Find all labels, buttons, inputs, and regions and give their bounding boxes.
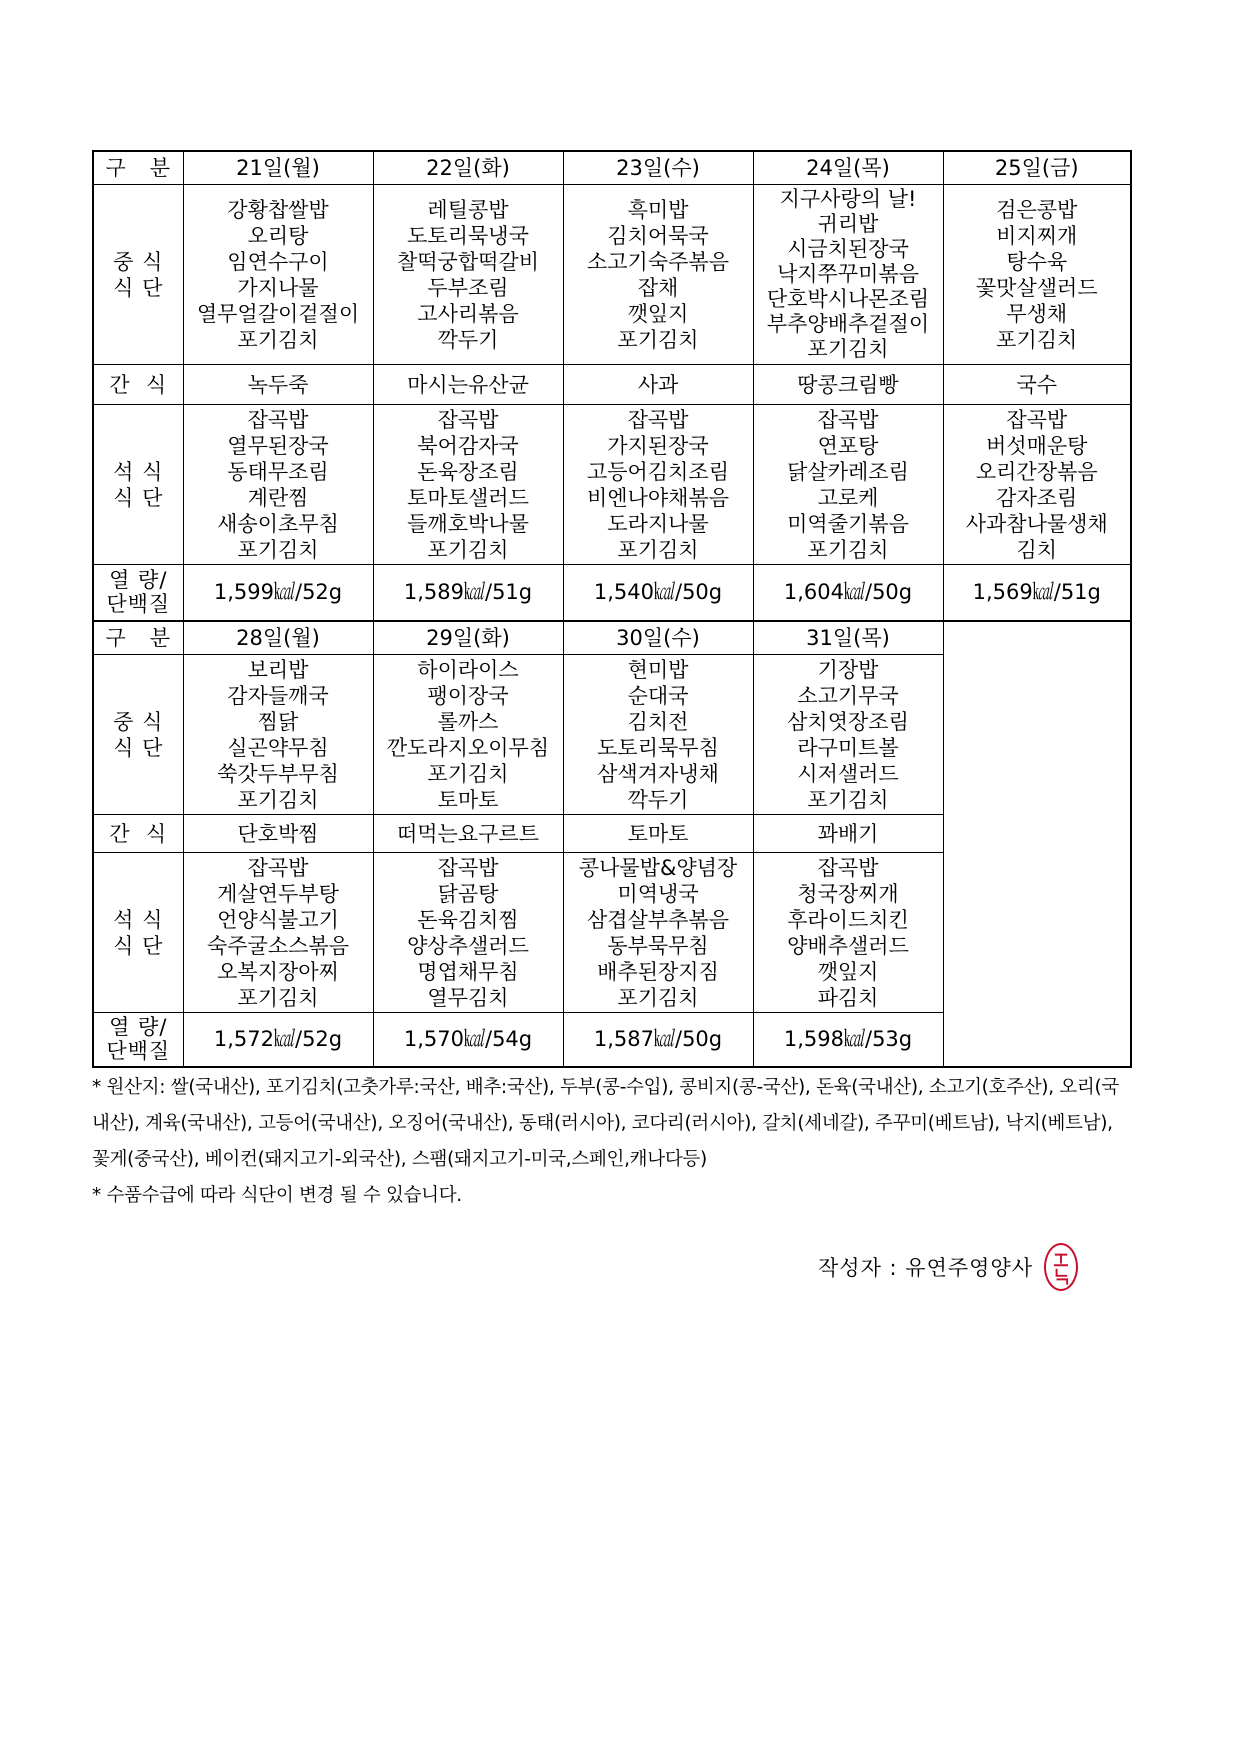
week2-empty-cell (943, 621, 1131, 1067)
week2-lunch-label: 중 식 식 단 (93, 655, 183, 815)
week1-calorie-label: 열 량/ 단백질 (93, 565, 183, 621)
week2-lunch-2: 하이라이스 팽이장국 롤까스 깐도라지오이무침 포기김치 토마토 (373, 655, 563, 815)
week1-calorie-1: 1,599㎉/52g (183, 565, 373, 621)
week2-lunch-1: 보리밥 감자들깨국 찜닭 실곤약무침 쑥갓두부무침 포기김치 (183, 655, 373, 815)
week1-snack-5: 국수 (943, 365, 1131, 405)
week1-day-2: 22일(화) (373, 151, 563, 185)
week1-dinner-3: 잡곡밥 가지된장국 고등어김치조림 비엔나야채볶음 도라지나물 포기김치 (563, 405, 753, 565)
week1-lunch-row (93, 185, 1131, 365)
week2-snack-2: 떠먹는요구르트 (373, 815, 563, 853)
week2-snack-4: 꽈배기 (753, 815, 943, 853)
week2-header-row (93, 621, 1131, 655)
week2-day-4: 31일(목) (753, 621, 943, 655)
week1-dinner-row (93, 405, 1131, 565)
week2-snack-1: 단호박찜 (183, 815, 373, 853)
week1-dinner-label: 석 식 식 단 (93, 405, 183, 565)
week2-menu-table (92, 620, 1132, 1068)
week2-snack-label: 간 식 (93, 815, 183, 853)
change-note: * 수품수급에 따라 식단이 변경 될 수 있습니다. (92, 1185, 462, 1206)
week1-menu-table (92, 150, 1132, 622)
week2-header-label: 구 분 (93, 621, 183, 655)
week1-lunch-2: 레틸콩밥 도토리묵냉국 찰떡궁합떡갈비 두부조림 고사리볶음 깍두기 (373, 185, 563, 365)
week1-lunch-1: 강황찹쌀밥 오리탕 임연수구이 가지나물 열무얼갈이겉절이 포기김치 (183, 185, 373, 365)
week1-calorie-5: 1,569㎉/51g (943, 565, 1131, 621)
seal-svg-icon (1046, 1245, 1076, 1289)
author-signature: 작성자 : 유연주영양사 (818, 1256, 1033, 1280)
origin-note: * 원산지: 쌀(국내산), 포기김치(고춧가루:국산, 배추:국산), 두부(콩-수입), 콩비지(콩-국산), 돈육(국내산), 소고기(호주산), 오리(국내산), 계육(국내산), 고등어(국내산), 오징어(국내산), 동태(러시아), 코다리(러시아), 갈치(세네갈), 주꾸미(베트남), 낙지(베트남), 꽃게(중국산), 베이컨(돼지고기-외국산), 스팸(돼지고기-미국,스페인,캐나다등) (92, 1077, 1119, 1170)
week1-header-label: 구 분 (93, 151, 183, 185)
week1-lunch-4: 지구사랑의 날! 귀리밥 시금치된장국 낙지쭈꾸미볶음 단호박시나몬조림 부추양배추겉절이 포기김치 (753, 185, 943, 365)
week2-calorie-3: 1,587㎉/50g (563, 1013, 753, 1067)
week2-calorie-4: 1,598㎉/53g (753, 1013, 943, 1067)
week2-day-2: 29일(화) (373, 621, 563, 655)
week2-dinner-2: 잡곡밥 닭곰탕 돈육김치찜 양상추샐러드 명엽채무침 열무김치 (373, 853, 563, 1013)
week1-lunch-5: 검은콩밥 비지찌개 탕수육 꽃맛살샐러드 무생채 포기김치 (943, 185, 1131, 365)
week1-dinner-2: 잡곡밥 북어감자국 돈육장조림 토마토샐러드 들깨호박나물 포기김치 (373, 405, 563, 565)
seal-stamp-icon (1044, 1243, 1078, 1291)
week1-header-row (93, 151, 1131, 185)
week2-day-1: 28일(월) (183, 621, 373, 655)
week1-snack-label: 간 식 (93, 365, 183, 405)
week1-dinner-1: 잡곡밥 열무된장국 동태무조림 계란찜 새송이초무침 포기김치 (183, 405, 373, 565)
week2-lunch-4: 기장밥 소고기무국 삼치엿장조림 라구미트볼 시저샐러드 포기김치 (753, 655, 943, 815)
week1-lunch-label: 중 식 식 단 (93, 185, 183, 365)
week1-snack-1: 녹두죽 (183, 365, 373, 405)
week2-calorie-2: 1,570㎉/54g (373, 1013, 563, 1067)
week1-calorie-2: 1,589㎉/51g (373, 565, 563, 621)
week1-day-4: 24일(목) (753, 151, 943, 185)
week2-dinner-3: 콩나물밥&양념장 미역냉국 삼겹살부추볶음 동부묵무침 배추된장지짐 포기김치 (563, 853, 753, 1013)
week1-dinner-5: 잡곡밥 버섯매운탕 오리간장볶음 감자조림 사과참나물생채 김치 (943, 405, 1131, 565)
week1-snack-row (93, 365, 1131, 405)
week2-snack-3: 토마토 (563, 815, 753, 853)
week1-day-1: 21일(월) (183, 151, 373, 185)
week1-calorie-row (93, 565, 1131, 621)
week2-dinner-label: 석 식 식 단 (93, 853, 183, 1013)
week2-dinner-4: 잡곡밥 청국장찌개 후라이드치킨 양배추샐러드 깻잎지 파김치 (753, 853, 943, 1013)
week1-dinner-4: 잡곡밥 연포탕 닭살카레조림 고로케 미역줄기볶음 포기김치 (753, 405, 943, 565)
week1-calorie-3: 1,540㎉/50g (563, 565, 753, 621)
week1-day-3: 23일(수) (563, 151, 753, 185)
week1-lunch-3: 흑미밥 김치어묵국 소고기숙주볶음 잡채 깻잎지 포기김치 (563, 185, 753, 365)
week2-lunch-3: 현미밥 순대국 김치전 도토리묵무침 삼색겨자냉채 깍두기 (563, 655, 753, 815)
week1-day-5: 25일(금) (943, 151, 1131, 185)
week2-calorie-label: 열 량/ 단백질 (93, 1013, 183, 1067)
week2-day-3: 30일(수) (563, 621, 753, 655)
week1-snack-2: 마시는유산균 (373, 365, 563, 405)
week1-calorie-4: 1,604㎉/50g (753, 565, 943, 621)
week2-calorie-1: 1,572㎉/52g (183, 1013, 373, 1067)
week1-snack-4: 땅콩크림빵 (753, 365, 943, 405)
week1-snack-3: 사과 (563, 365, 753, 405)
week2-dinner-1: 잡곡밥 게살연두부탕 언양식불고기 숙주굴소스볶음 오복지장아찌 포기김치 (183, 853, 373, 1013)
notes-section (92, 1070, 1132, 1214)
